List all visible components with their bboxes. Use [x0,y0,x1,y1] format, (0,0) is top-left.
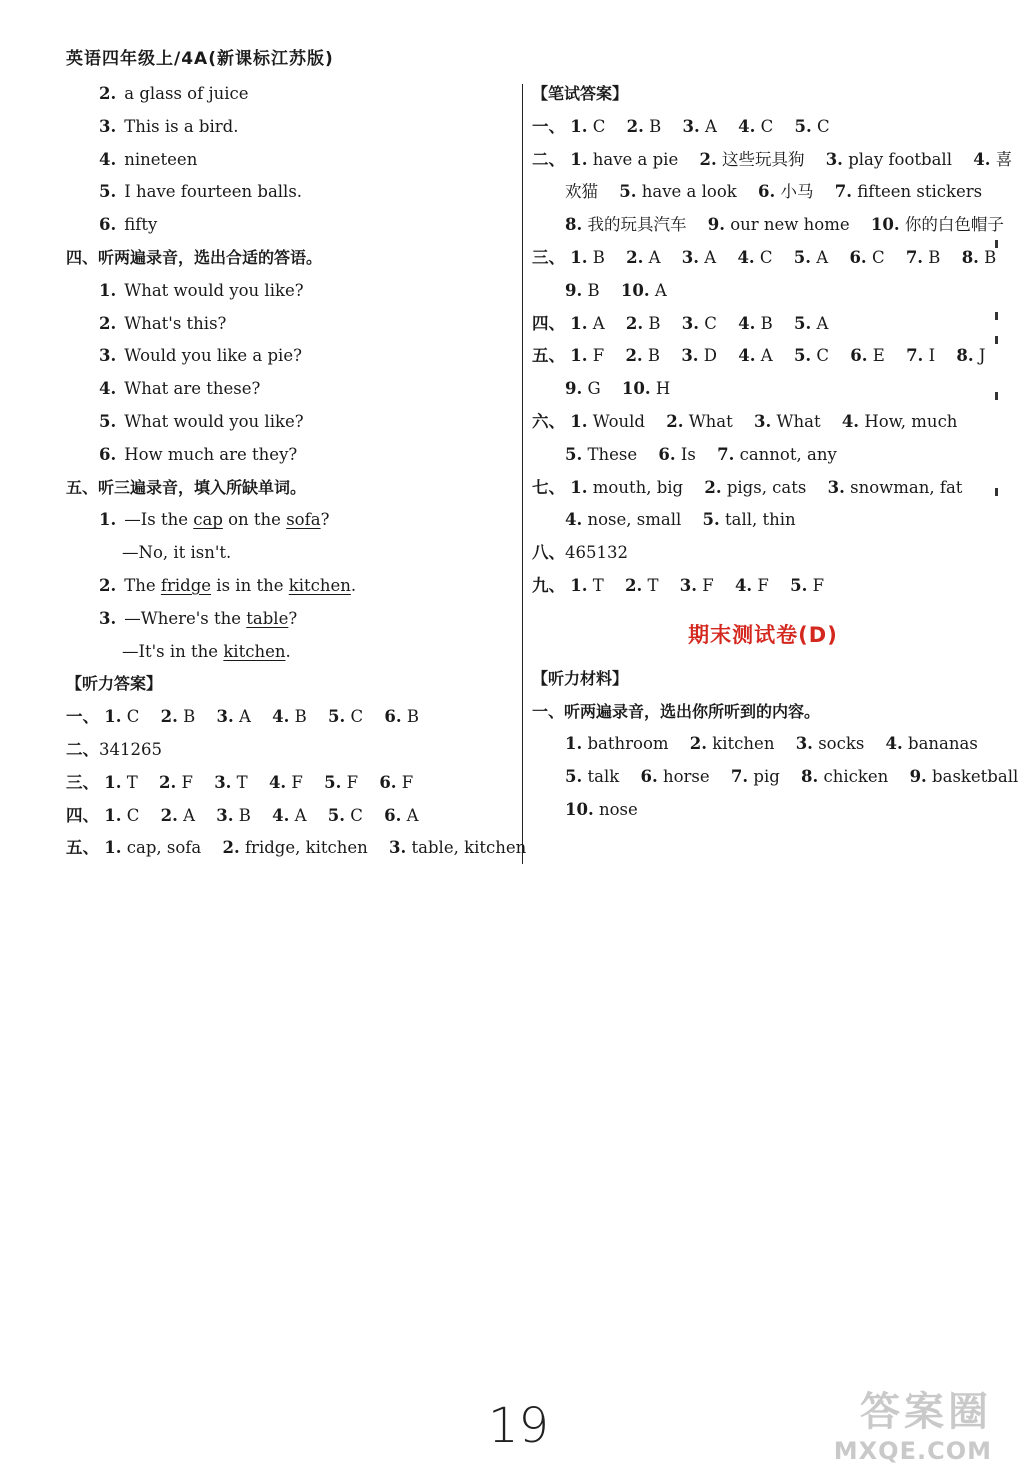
section-heading: 【听力材料】 [532,668,629,688]
edge-mark [995,336,998,344]
list-item: 5. What would you like? [99,411,304,431]
answer-row: 四、 1. A 2. B 3. C 4. B 5. A [532,313,829,333]
list-item: 6. fifty [99,215,158,235]
section-heading: 一、听两遍录音，选出你所听到的内容。 [532,701,821,721]
section-heading: 【笔试答案】 [532,84,629,103]
filled-blank: kitchen [288,575,351,595]
answer-row: 九、 1. T 2. T 3. F 4. F 5. F [532,575,825,595]
watermark-url: MXQE.COM [833,1437,992,1465]
column-divider [522,84,523,864]
dialogue-reply: —No, it isn't. [122,543,232,563]
answer-row-continued: 9. G 10. H [565,379,671,399]
watermark-logo [834,1380,992,1465]
answer-row: 三、 1. T 2. F 3. T 4. F 5. F 6. F [66,772,414,792]
answer-row: 二、341265 [66,739,162,759]
section-heading: 四、听两遍录音，选出合适的答语。 [66,247,323,267]
answer-row-continued: 欢猫 5. have a look 6. 小马 7. fifteen stickers [565,182,983,202]
answer-row: 八、465132 [532,543,628,563]
list-item: 6. How much are they? [99,444,298,464]
page-number: 19 [488,1398,550,1454]
left-column [66,78,527,865]
filled-blank: fridge [160,575,212,595]
filled-blank: sofa [286,510,321,530]
list-item: 3. Would you like a pie? [99,346,302,366]
answer-row-continued: 8. 我的玩具汽车 9. our new home 10. 你的白色帽子 [565,215,1004,235]
list-item: 2. The fridge is in the kitchen. [99,575,357,595]
answer-row: 10. nose [565,799,638,819]
answer-row-continued: 5. These 6. Is 7. cannot, any [565,444,837,464]
list-item: 3. —Where's the table? [99,608,298,628]
list-item: 2. What's this? [99,313,227,333]
list-item: 1. What would you like? [99,280,304,300]
right-column [532,78,1018,827]
answer-row: 一、 1. C 2. B 3. A 4. B 5. C 6. B [66,707,419,727]
answer-row: 二、 1. have a pie 2. 这些玩具狗 3. play football 4. 喜 [532,149,1013,169]
list-item: 1. —Is the cap on the sofa? [99,510,330,530]
filled-blank: kitchen [223,641,286,661]
dialogue-reply: —It's in the kitchen. [122,641,291,661]
edge-mark [995,488,998,496]
edge-mark [995,312,998,320]
answer-row: 五、 1. F 2. B 3. D 4. A 5. C 6. E 7. I 8. J [532,346,986,366]
running-header: 英语四年级上/4A(新课标江苏版) [66,49,334,69]
list-item: 2. a glass of juice [99,84,249,103]
answer-row-continued: 4. nose, small 5. tall, thin [565,510,796,530]
list-item: 4. nineteen [99,149,198,169]
list-item: 4. What are these? [99,379,261,399]
answer-row-continued: 9. B 10. A [565,280,667,300]
answer-row: 五、 1. cap, sofa 2. fridge, kitchen 3. table, kitchen [66,838,527,858]
watermark-text: 答案圈 [860,1389,992,1435]
answer-row: 一、 1. C 2. B 3. A 4. C 5. C [532,116,830,136]
answer-row: 5. talk 6. horse 7. pig 8. chicken 9. basketball [565,767,1018,787]
answer-row: 四、 1. C 2. A 3. B 4. A 5. C 6. A [66,805,419,825]
list-item: 3. This is a bird. [99,116,239,136]
answer-row: 三、 1. B 2. A 3. A 4. C 5. A 6. C 7. B 8. B [532,247,997,267]
list-item: 5. I have fourteen balls. [99,182,303,202]
answer-row: 六、 1. Would 2. What 3. What 4. How, much [532,411,958,431]
answer-row: 七、 1. mouth, big 2. pigs, cats 3. snowman, fat [532,477,963,497]
section-heading: 五、听三遍录音，填入所缺单词。 [66,477,307,497]
filled-blank: cap [193,510,223,530]
filled-blank: table [246,608,289,628]
exam-title: 期末测试卷(D) [688,622,838,647]
section-heading: 【听力答案】 [66,674,163,694]
edge-mark [995,392,998,400]
edge-mark [995,240,998,248]
answer-row: 1. bathroom 2. kitchen 3. socks 4. bananas [565,734,978,754]
